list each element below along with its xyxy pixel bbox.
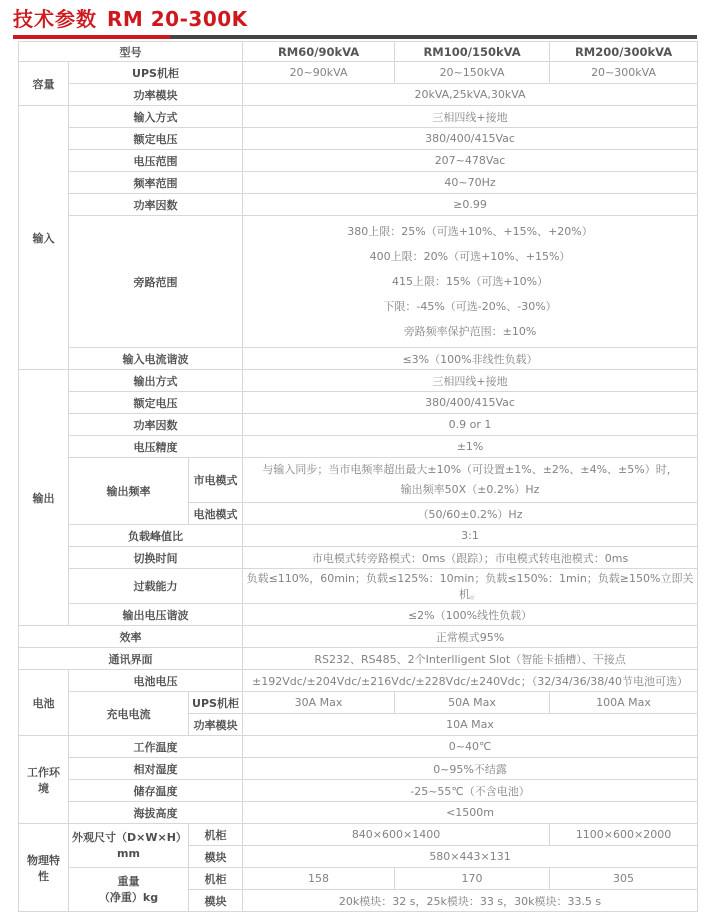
weight-module-label: 模块 [189,890,243,912]
row-capacity-power-module [19,84,698,106]
bypass-line-4: 下限：-45%（可选-20%、-30%） [383,300,557,313]
output-frequency-battery-label: 电池模式 [189,503,243,525]
row-output-overload [19,569,698,604]
model-header-label: 型号 [19,42,243,62]
row-output-voltage-precision [19,436,698,458]
group-output: 输出 [19,370,69,626]
output-mode-label: 输出方式 [69,370,243,392]
row-weight-cabinet [19,868,698,890]
input-mode-value: 三相四线+接地 [243,106,698,128]
dimensions-label-line-1: 外观尺寸（D×W×H） [72,830,187,844]
input-bypass-range-label: 旁路范围 [69,216,243,348]
group-capacity: 容量 [19,62,69,106]
charge-current-module-label: 功率模块 [189,714,243,736]
env-storage-temp-label: 储存温度 [69,780,243,802]
output-frequency-mains-label: 市电模式 [189,458,243,503]
row-output-crest-factor [19,525,698,547]
input-rated-voltage-label: 额定电压 [69,128,243,150]
output-mode-value: 三相四线+接地 [243,370,698,392]
weight-cabinet-label: 机柜 [189,868,243,890]
row-env-operating-temp [19,736,698,758]
output-voltage-harmonics-label: 输出电压谐波 [69,604,243,626]
row-capacity-ups-cabinet [19,62,698,84]
output-power-factor-label: 功率因数 [69,414,243,436]
rule-red-segment [13,35,170,39]
group-physical: 物理特性 [19,824,69,912]
row-output-frequency-mains [19,458,698,503]
row-battery-voltage [19,670,698,692]
capacity-power-module-label: 功率模块 [69,84,243,106]
input-voltage-range-label: 电压范围 [69,150,243,172]
communication-value: RS232、RS485、2个Interlligent Slot（智能卡插槽）、干接点 [243,648,698,670]
charge-current-label: 充电电流 [69,692,189,736]
input-frequency-range-value: 40~70Hz [243,172,698,194]
row-output-transfer-time [19,547,698,569]
output-transfer-time-label: 切换时间 [69,547,243,569]
dimensions-cabinet-value-col3: 1100×600×2000 [550,824,698,846]
capacity-ups-cabinet-label: UPS机柜 [69,62,243,84]
group-input: 输入 [19,106,69,370]
title-zh: 技术参数 [13,7,97,31]
row-env-altitude [19,802,698,824]
capacity-ups-cabinet-value-1: 20~90kVA [243,62,395,84]
output-frequency-battery-value: （50/60±0.2%）Hz [243,503,698,525]
row-env-storage-temp [19,780,698,802]
charge-current-cabinet-label: UPS机柜 [189,692,243,714]
env-humidity-value: 0~95%不结露 [243,758,698,780]
input-power-factor-label: 功率因数 [69,194,243,216]
output-frequency-mains-value [243,458,698,503]
output-overload-value: 负载≤110%，60min；负载≤125%：10min；负载≤150%：1min；负载≥150%立即关机。 [243,569,698,604]
model-col-2: RM100/150kVA [395,42,550,62]
bypass-line-5: 旁路频率保护范围：±10% [403,325,537,338]
input-current-harmonics-label: 输入电流谐波 [69,348,243,370]
env-altitude-label: 海拔高度 [69,802,243,824]
weight-cabinet-value-3: 305 [550,868,698,890]
battery-voltage-label: 电池电压 [69,670,243,692]
model-col-1: RM60/90kVA [243,42,395,62]
battery-voltage-value: ±192Vdc/±204Vdc/±216Vdc/±228Vdc/±240Vdc；（32/34/36/38/40节电池可选） [243,670,698,692]
input-current-harmonics-value: ≤3%（100%非线性负载） [243,348,698,370]
row-dimensions-cabinet [19,824,698,846]
mains-mode-line-2: 输出频率50X（±0.2%）Hz [400,483,540,496]
row-communication [19,648,698,670]
rule-dark-segment [170,35,697,39]
row-charge-current-cabinet [19,692,698,714]
input-voltage-range-value: 207~478Vac [243,150,698,172]
spec-table [18,41,698,912]
bypass-line-1: 380上限：25%（可选+10%、+15%、+20%） [347,225,593,238]
output-crest-factor-label: 负载峰值比 [69,525,243,547]
dimensions-module-value: 580×443×131 [243,846,698,868]
title-model-range: RM 20-300K [107,7,248,31]
efficiency-label: 效率 [19,626,243,648]
output-rated-voltage-label: 额定电压 [69,392,243,414]
dimensions-label-line-2: mm [117,846,140,860]
env-operating-temp-label: 工作温度 [69,736,243,758]
charge-current-cabinet-value-2: 50A Max [395,692,550,714]
dimensions-cabinet-label: 机柜 [189,824,243,846]
input-frequency-range-label: 频率范围 [69,172,243,194]
row-model-header [19,42,698,62]
env-humidity-label: 相对湿度 [69,758,243,780]
env-storage-temp-value: -25~55℃（不含电池） [243,780,698,802]
dimensions-cabinet-value-col12: 840×600×1400 [243,824,550,846]
output-frequency-label: 输出频率 [69,458,189,525]
output-power-factor-value: 0.9 or 1 [243,414,698,436]
weight-module-value: 20k模块：32 s，25k模块：33 s，30k模块：33.5 s [243,890,698,912]
charge-current-cabinet-value-1: 30A Max [243,692,395,714]
input-power-factor-value: ≥0.99 [243,194,698,216]
row-output-power-factor [19,414,698,436]
input-mode-label: 输入方式 [69,106,243,128]
output-voltage-precision-value: ±1% [243,436,698,458]
row-input-power-factor [19,194,698,216]
spec-page [13,0,701,912]
communication-label: 通讯界面 [19,648,243,670]
dimensions-label [69,824,189,868]
row-input-frequency-range [19,172,698,194]
capacity-power-module-value: 20kVA,25kVA,30kVA [243,84,698,106]
output-voltage-precision-label: 电压精度 [69,436,243,458]
env-operating-temp-value: 0~40℃ [243,736,698,758]
row-input-mode [19,106,698,128]
output-voltage-harmonics-value: ≤2%（100%线性负载） [243,604,698,626]
group-environment: 工作环境 [19,736,69,824]
weight-cabinet-value-2: 170 [395,868,550,890]
charge-current-module-value: 10A Max [243,714,698,736]
model-col-3: RM200/300kVA [550,42,698,62]
input-rated-voltage-value: 380/400/415Vac [243,128,698,150]
bypass-line-3: 415上限：15%（可选+10%） [391,275,549,288]
charge-current-cabinet-value-3: 100A Max [550,692,698,714]
row-output-mode [19,370,698,392]
row-input-rated-voltage [19,128,698,150]
dimensions-module-label: 模块 [189,846,243,868]
output-overload-label: 过载能力 [69,569,243,604]
efficiency-value: 正常模式95% [243,626,698,648]
row-env-humidity [19,758,698,780]
weight-label-line-1: 重量 [117,874,140,888]
row-efficiency [19,626,698,648]
output-crest-factor-value: 3:1 [243,525,698,547]
page-title [13,6,701,32]
group-battery: 电池 [19,670,69,736]
input-bypass-range-value [243,216,698,348]
row-input-voltage-range [19,150,698,172]
bypass-line-2: 400上限：20%（可选+10%、+15%） [369,250,571,263]
output-transfer-time-value: 市电模式转旁路模式：0ms（跟踪）；市电模式转电池模式：0ms [243,547,698,569]
output-rated-voltage-value: 380/400/415Vac [243,392,698,414]
title-underline-rule [13,35,697,39]
row-output-rated-voltage [19,392,698,414]
env-altitude-value: <1500m [243,802,698,824]
row-input-bypass-range [19,216,698,348]
capacity-ups-cabinet-value-3: 20~300kVA [550,62,698,84]
mains-mode-line-1: 与输入同步；当市电频率超出最大±10%（可设置±1%、±2%、±4%、±5%）时， [262,463,678,476]
weight-cabinet-value-1: 158 [243,868,395,890]
row-output-voltage-harmonics [19,604,698,626]
weight-label-line-2: （净重）kg [98,890,159,904]
row-input-current-harmonics [19,348,698,370]
capacity-ups-cabinet-value-2: 20~150kVA [395,62,550,84]
